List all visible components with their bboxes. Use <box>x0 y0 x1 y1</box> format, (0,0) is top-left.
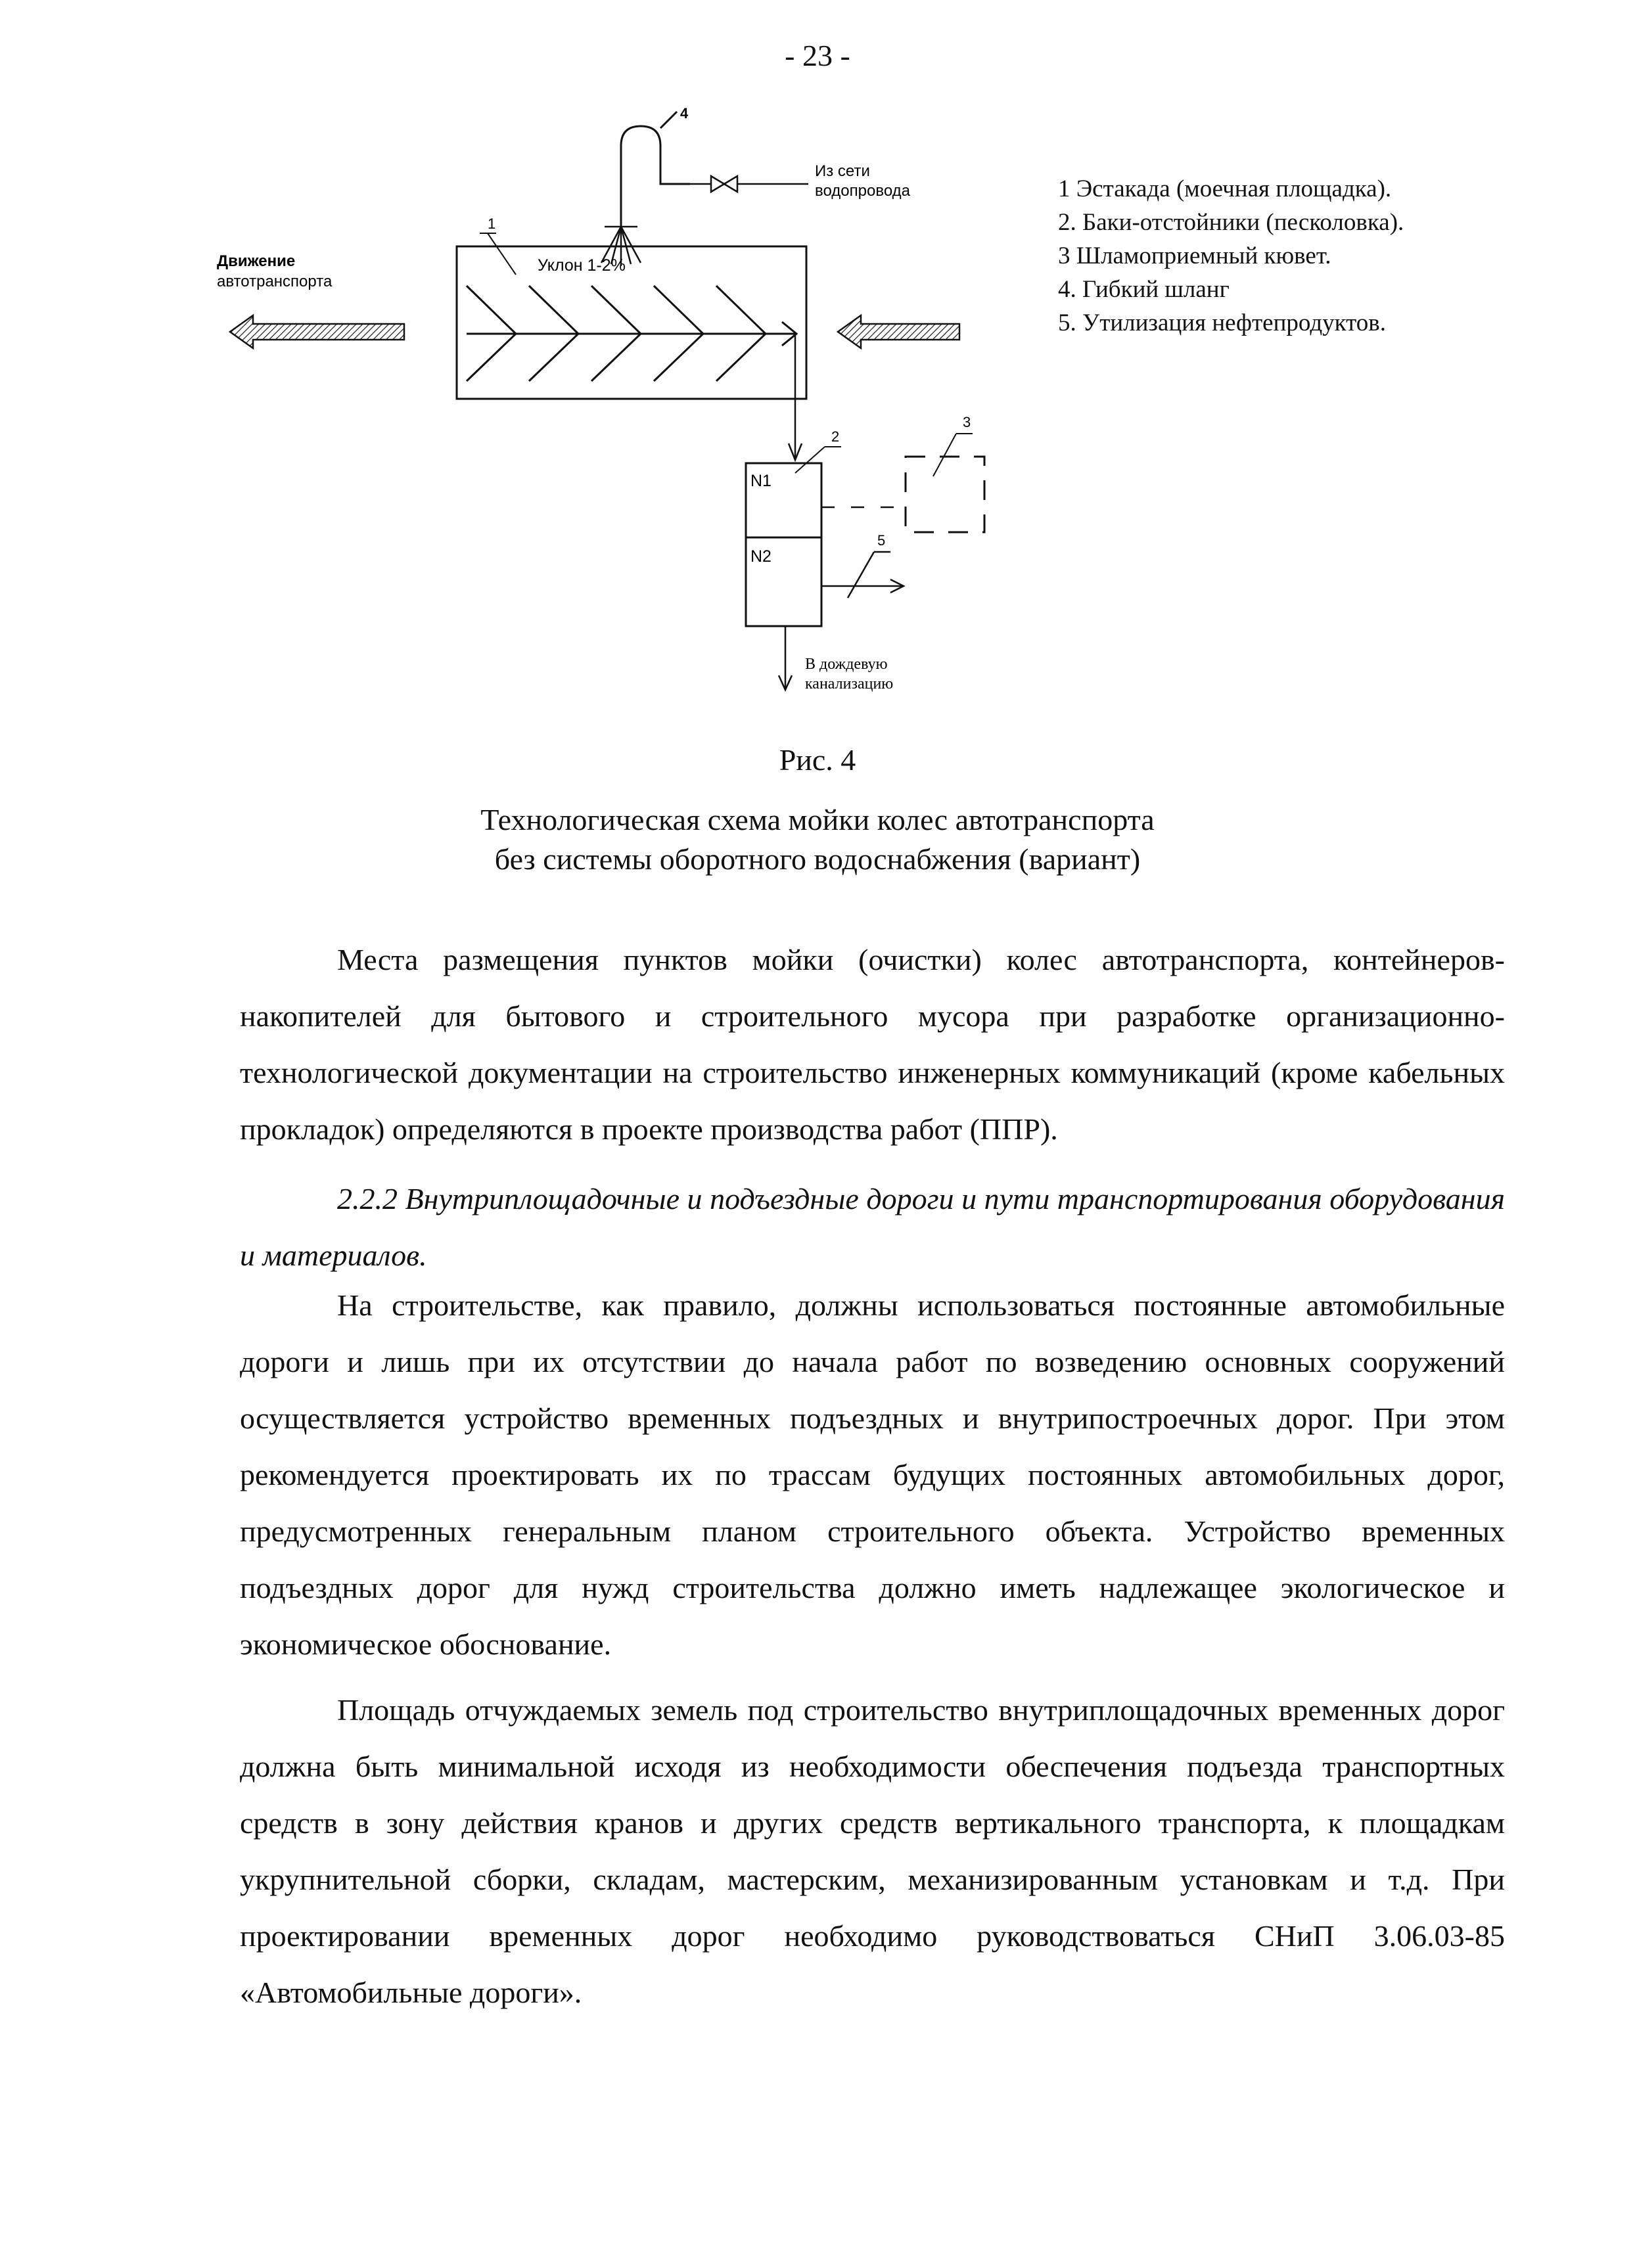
movement-label-1: Движение <box>217 252 296 270</box>
slope-flow-arrows <box>467 286 796 381</box>
figure-caption-line: без системы оборотного водоснабжения (вариант) <box>494 842 1141 876</box>
sludge-ditch <box>906 457 984 532</box>
legend-item: 3 Шламоприемный кювет. <box>1058 242 1331 269</box>
drain-label-2: канализацию <box>805 675 894 692</box>
paragraph <box>240 932 1505 1158</box>
legend-item: 1 Эстакада (моечная площадка). <box>1058 175 1392 202</box>
figure-number: Рис. 4 <box>779 743 856 777</box>
label-3: 3 <box>963 414 971 430</box>
paragraph <box>240 1682 1505 2021</box>
wash-scheme-diagram <box>217 99 1005 716</box>
figure-caption-line: Технологическая схема мойки колес автотранспорта <box>480 803 1155 836</box>
storm-drain-arrow <box>779 626 792 690</box>
label-1: 1 <box>488 215 496 232</box>
paragraph-text: Площадь отчуждаемых земель под строительство внутриплощадочных временных дорог должна быть минимальной исходя из необходимости обеспечения подъезда транспортных средств в зону действия кранов и других средств вертикального транспорта, к площадкам укрупнительной сборки, складам, мастерским, механизированным установкам и т.д. При проектировании временных дорог необходимо руководствоваться СНиП 3.06.03-85 «Автомобильные дороги». <box>240 1693 1505 2009</box>
legend-item: 5. Утилизация нефтепродуктов. <box>1058 309 1387 336</box>
flexible-hose <box>621 112 690 227</box>
drain-label-1: В дождевую <box>805 656 888 673</box>
legend-item: 2. Баки-отстойники (песколовка). <box>1058 209 1404 236</box>
movement-label-2: автотранспорта <box>217 273 333 290</box>
water-valve <box>690 176 808 192</box>
slope-label: Уклон 1-2% <box>538 256 626 275</box>
page-number: - 23 - <box>785 39 850 72</box>
section-heading <box>240 1171 1505 1284</box>
label-2: 2 <box>831 428 840 445</box>
oil-outlet-arrow <box>821 552 904 598</box>
figure-caption <box>0 800 1635 879</box>
figure-legend <box>1058 172 1404 340</box>
tank-n1-label: N1 <box>750 472 771 490</box>
water-source-label-1: Из сети <box>815 162 870 180</box>
label-5: 5 <box>877 532 886 549</box>
label-4: 4 <box>680 105 689 122</box>
legend-item: 4. Гибкий шланг <box>1058 276 1230 303</box>
section-heading-text: 2.2.2 Внутриплощадочные и подъездные дороги и пути транспортирования оборудования и материалов. <box>240 1182 1505 1272</box>
paragraph <box>240 1277 1505 1673</box>
paragraph-text: Места размещения пунктов мойки (очистки) колес автотранспорта, контейнеров-накопителей для бытового и строительного мусора при разработке организационно-технологической документации на строительство инженерных коммуникаций (кроме кабельных прокладок) определяются в проекте производства работ (ППР). <box>240 943 1505 1146</box>
paragraph-text: На строительстве, как правило, должны использоваться постоянные автомобильные дороги и лишь при их отсутствии до начала работ по возведению основных сооружений осуществляется устройство временных подъездных и внутрипостроечных дорог. При этом рекомендуется проектировать их по трассам будущих постоянных автомобильных дорог, предусмотренных генеральным планом строительного объекта. Устройство временных подъездных дорог для нужд строительства должно иметь надлежащее экологическое и экономическое обоснование. <box>240 1288 1505 1661</box>
exit-direction-arrow <box>230 315 404 348</box>
tank-n2-label: N2 <box>750 547 771 566</box>
entry-direction-arrow <box>838 315 959 348</box>
water-source-label-2: водопровода <box>815 182 910 200</box>
